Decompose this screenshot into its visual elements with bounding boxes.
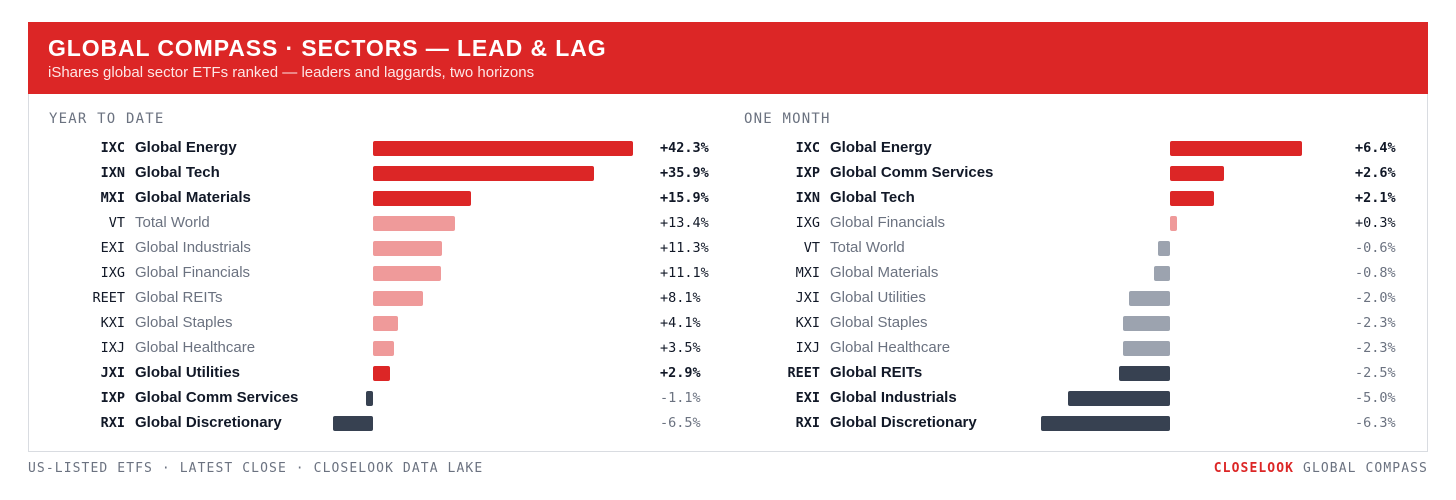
sector-label: Global Discretionary: [135, 414, 282, 431]
ytd-panel: [49, 111, 729, 451]
ticker-label: IXJ: [795, 340, 820, 356]
bar-row: [744, 286, 1404, 311]
value-label: +6.4%: [1355, 140, 1396, 156]
sector-label: Total World: [830, 239, 905, 256]
ticker-label: IXN: [100, 165, 125, 181]
positive-bar: [1170, 166, 1223, 181]
value-label: +2.6%: [1355, 165, 1396, 181]
value-label: +8.1%: [660, 290, 701, 306]
value-label: -5.0%: [1355, 390, 1396, 406]
bar-row: [49, 186, 709, 211]
positive-bar: [373, 191, 471, 206]
bar-track: [1006, 241, 1345, 256]
positive-bar: [1170, 141, 1301, 156]
value-label: +0.3%: [1355, 215, 1396, 231]
bar-track: [311, 141, 650, 156]
bar-row: [744, 136, 1404, 161]
value-label: +3.5%: [660, 340, 701, 356]
sector-label: Global Financials: [135, 264, 251, 281]
value-label: +13.4%: [660, 215, 709, 231]
ticker-label: MXI: [100, 190, 125, 206]
value-label: +4.1%: [660, 315, 701, 331]
ticker-label: RXI: [795, 415, 820, 431]
bar-track: [311, 341, 650, 356]
value-label: -6.3%: [1355, 415, 1396, 431]
bar-row: [49, 361, 709, 386]
bar-row: [49, 211, 709, 236]
value-label: -0.6%: [1355, 240, 1396, 256]
bar-row: [49, 411, 709, 436]
bar-row: [49, 286, 709, 311]
positive-bar: [373, 216, 456, 231]
value-label: +2.1%: [1355, 190, 1396, 206]
bar-track: [1006, 416, 1345, 431]
sector-label: Total World: [135, 214, 210, 231]
sector-label: Global Energy: [135, 139, 237, 156]
sector-label: Global Energy: [830, 139, 932, 156]
negative-bar: [1068, 391, 1171, 406]
positive-bar: [373, 316, 398, 331]
ticker-label: REET: [92, 290, 125, 306]
ticker-label: RXI: [100, 415, 125, 431]
bar-row: [49, 136, 709, 161]
value-label: -6.5%: [660, 415, 701, 431]
sector-label: Global Healthcare: [830, 339, 951, 356]
value-label: -2.3%: [1355, 340, 1396, 356]
sector-label: Global REITs: [135, 289, 223, 306]
ticker-label: IXG: [795, 215, 820, 231]
bar-track: [311, 416, 650, 431]
negative-bar: [1154, 266, 1170, 281]
ticker-label: EXI: [795, 390, 820, 406]
bar-track: [311, 216, 650, 231]
ticker-label: MXI: [795, 265, 820, 281]
ticker-label: REET: [787, 365, 820, 381]
value-label: +11.1%: [660, 265, 709, 281]
ticker-label: IXJ: [100, 340, 125, 356]
negative-bar: [366, 391, 373, 406]
ticker-label: IXC: [100, 140, 125, 156]
bar-row: [49, 386, 709, 411]
bar-track: [311, 191, 650, 206]
value-label: -2.5%: [1355, 365, 1396, 381]
bar-track: [311, 366, 650, 381]
bar-row: [49, 311, 709, 336]
bar-row: [744, 311, 1404, 336]
sector-label: Global Comm Services: [135, 389, 299, 406]
bar-track: [311, 291, 650, 306]
bar-track: [1006, 391, 1345, 406]
sector-label: Global Staples: [135, 314, 233, 331]
ticker-label: JXI: [795, 290, 820, 306]
negative-bar: [1123, 341, 1170, 356]
sector-label: Global REITs: [830, 364, 923, 381]
bar-track: [311, 166, 650, 181]
sector-label: Global Utilities: [135, 364, 241, 381]
negative-bar: [1123, 316, 1170, 331]
bar-row: [49, 261, 709, 286]
bar-row: [744, 411, 1404, 436]
ticker-label: VT: [108, 215, 125, 231]
value-label: +11.3%: [660, 240, 709, 256]
ticker-label: KXI: [100, 315, 125, 331]
value-label: +35.9%: [660, 165, 709, 181]
positive-bar: [373, 241, 443, 256]
ticker-label: IXP: [795, 165, 820, 181]
bar-track: [1006, 141, 1345, 156]
bar-row: [744, 186, 1404, 211]
bar-track: [311, 266, 650, 281]
ticker-label: EXI: [100, 240, 125, 256]
positive-bar: [373, 366, 391, 381]
bar-track: [1006, 191, 1345, 206]
positive-bar: [373, 291, 423, 306]
positive-bar: [373, 266, 441, 281]
sector-label: Global Tech: [830, 189, 915, 206]
bar-track: [1006, 216, 1345, 231]
footer-source: US-LISTED ETFS · LATEST CLOSE · CLOSELOOK DATA LAKE: [28, 461, 484, 476]
sector-label: Global Utilities: [830, 289, 926, 306]
value-label: -2.0%: [1355, 290, 1396, 306]
bar-row: [744, 336, 1404, 361]
bar-track: [311, 241, 650, 256]
ticker-label: IXG: [100, 265, 125, 281]
sector-label: Global Financials: [830, 214, 946, 231]
bar-track: [1006, 166, 1345, 181]
sector-label: Global Staples: [830, 314, 928, 331]
one-month-panel: [744, 111, 1424, 451]
value-label: -0.8%: [1355, 265, 1396, 281]
bar-row: [744, 361, 1404, 386]
value-label: +2.9%: [660, 365, 701, 381]
negative-bar: [1041, 416, 1170, 431]
bar-row: [49, 161, 709, 186]
chart-card: [28, 22, 1428, 452]
sector-label: Global Materials: [830, 264, 939, 281]
ticker-label: VT: [803, 240, 820, 256]
bar-track: [1006, 366, 1345, 381]
bar-track: [311, 391, 650, 406]
bar-track: [1006, 266, 1345, 281]
bar-track: [1006, 291, 1345, 306]
panel-title-one-month: ONE MONTH: [744, 111, 831, 127]
page-title: GLOBAL COMPASS · SECTORS — LEAD & LAG: [48, 35, 607, 61]
bar-row: [744, 386, 1404, 411]
footer-brand: [1214, 461, 1428, 476]
ticker-label: IXN: [795, 190, 820, 206]
bar-track: [1006, 341, 1345, 356]
ticker-label: IXC: [795, 140, 820, 156]
bar-track: [311, 316, 650, 331]
bar-track: [1006, 316, 1345, 331]
sector-label: Global Comm Services: [830, 164, 994, 181]
page-subtitle: iShares global sector ETFs ranked — leaders and laggards, two horizons: [48, 64, 535, 81]
negative-bar: [1158, 241, 1170, 256]
sector-label: Global Discretionary: [830, 414, 977, 431]
value-label: +15.9%: [660, 190, 709, 206]
brand-name: CLOSELOOK: [1213, 461, 1295, 476]
bar-row: [744, 161, 1404, 186]
header-banner: [28, 22, 1428, 94]
negative-bar: [333, 416, 373, 431]
positive-bar: [1170, 216, 1176, 231]
sector-label: Global Healthcare: [135, 339, 256, 356]
bar-row: [49, 336, 709, 361]
negative-bar: [1119, 366, 1170, 381]
value-label: -1.1%: [660, 390, 701, 406]
brand-product: GLOBAL COMPASS: [1303, 461, 1428, 476]
bar-row: [744, 236, 1404, 261]
value-label: -2.3%: [1355, 315, 1396, 331]
positive-bar: [373, 341, 395, 356]
positive-bar: [373, 166, 594, 181]
positive-bar: [373, 141, 634, 156]
value-label: +42.3%: [660, 140, 709, 156]
bar-row: [49, 236, 709, 261]
sector-label: Global Tech: [135, 164, 220, 181]
ticker-label: IXP: [100, 390, 125, 406]
sector-label: Global Industrials: [135, 239, 251, 256]
panel-title-ytd: YEAR TO DATE: [49, 111, 165, 127]
negative-bar: [1129, 291, 1170, 306]
positive-bar: [1170, 191, 1213, 206]
bar-row: [744, 261, 1404, 286]
ticker-label: JXI: [100, 365, 125, 381]
bar-row: [744, 211, 1404, 236]
sector-label: Global Materials: [135, 189, 251, 206]
sector-label: Global Industrials: [830, 389, 957, 406]
ticker-label: KXI: [795, 315, 820, 331]
